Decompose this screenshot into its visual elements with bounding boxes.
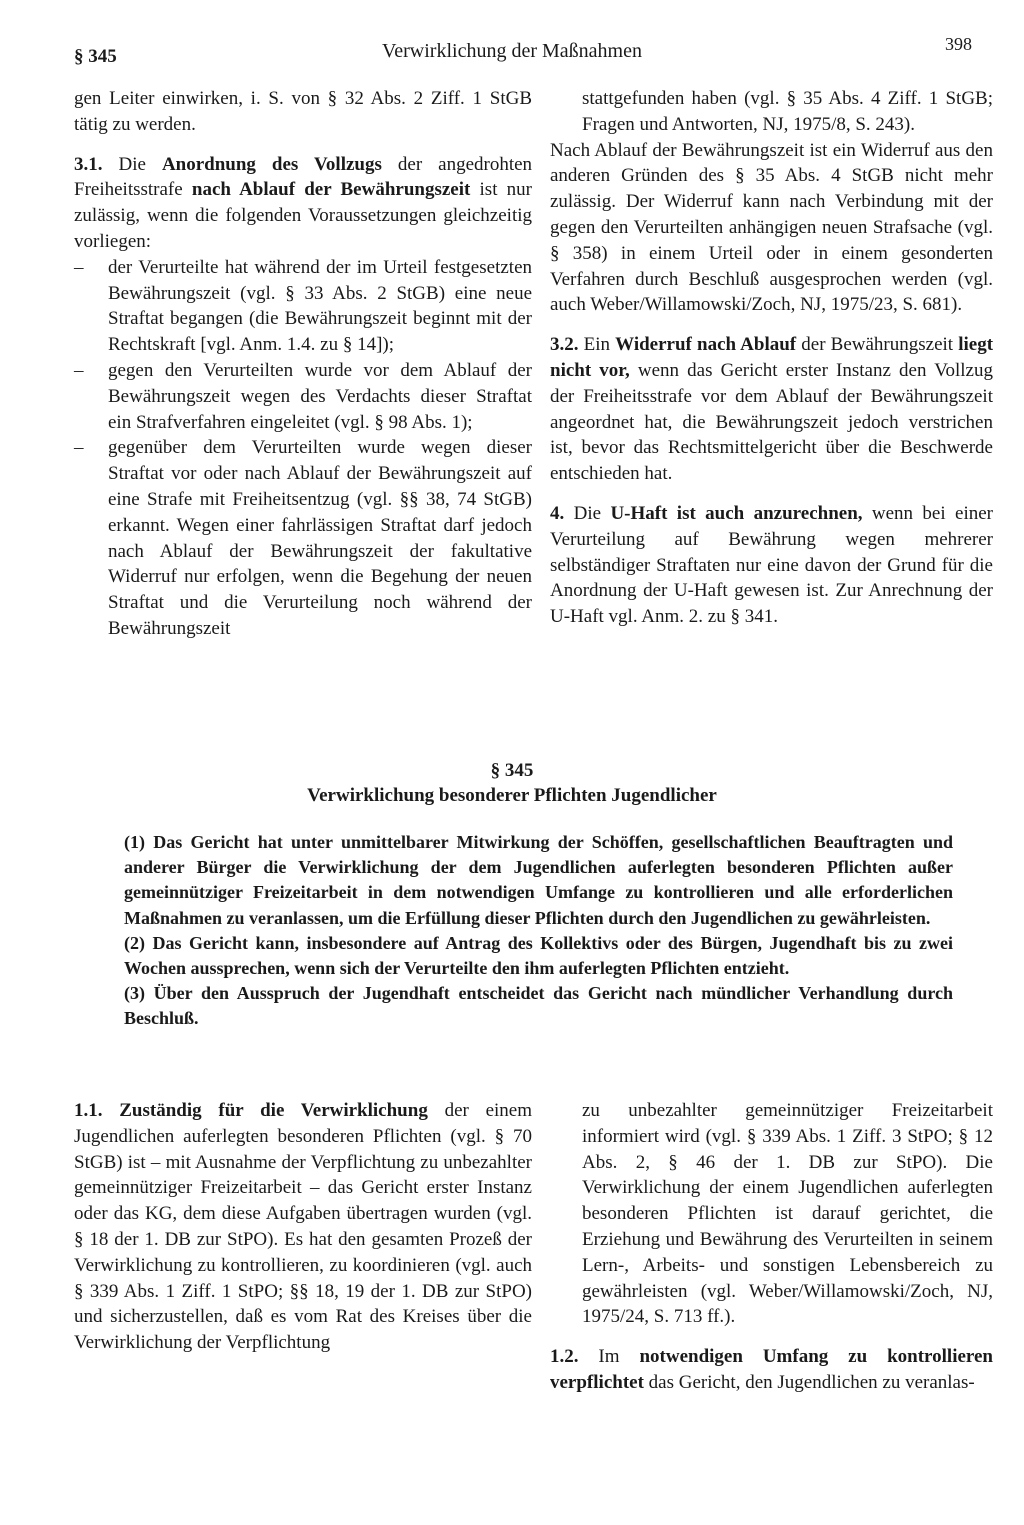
continuation-paragraph: zu unbezahlter gemeinnütziger Freizeitarbeit informiert wird (vgl. § 339 Abs. 1 Ziff. 3 StPO; § 12 Abs. 2, § 46 der 1. DB zur StPO). Die Verwirklichung der einem Jugendlichen auferlegten besonderen Pflichten ist darauf gerichtet, die Erziehung und Bewährung des Verurteilten in seinem Lern-, Arbeits- und sonstigen Lebensbereich zu gewährleisten (vgl. Weber/Willamowski/Zoch, NJ, 1975/24, S. 713 ff.).: [582, 1100, 993, 1328]
page-number: 398: [945, 34, 972, 54]
header-title: Verwirklichung der Maßnahmen: [382, 40, 642, 62]
list-dash: –: [74, 359, 84, 381]
list-item: – gegenüber dem Verurteilten wurde wegen dieser Straftat vor oder nach Ablauf der Bewährungszeit auf eine Strafe mit Freiheitsentzug (vgl. §§ 38, 74 StGB) erkannt. Wegen einer fahrlässigen Straftat darf jedoch nach Ablauf der Bewährungszeit der fakultative Widerruf nur erfolgen, wenn die Begehung der neuen Straftat und die Verurteilung noch während der Bewährungszeit: [74, 435, 532, 641]
continuation-paragraph: stattgefunden haben (vgl. § 35 Abs. 4 Ziff. 1 StGB; Fragen und Antworten, NJ, 1975/8, S. 243).: [582, 88, 993, 135]
list-dash: –: [74, 256, 84, 278]
list-item: – gegen den Verurteilten wurde vor dem Ablauf der Bewährungszeit wegen des Verdachts dieser Straftat ein Strafverfahren eingeleitet (vgl. § 98 Abs. 1);: [74, 358, 532, 435]
section-title: Verwirklichung besonderer Pflichten Jugendlicher: [307, 785, 717, 806]
law-paragraph-3: (3) Über den Ausspruch der Jugendhaft entscheidet das Gericht nach mündlicher Verhandlung durch Beschluß.: [124, 983, 953, 1029]
paragraph-number: 1.2.: [550, 1346, 579, 1368]
paragraph-number: 1.1.: [74, 1100, 103, 1121]
paragraph-number: 3.2.: [550, 334, 579, 356]
paragraph: Nach Ablauf der Bewährungszeit ist ein Widerruf aus den anderen Gründen des § 35 Abs. 4 StGB nicht mehr zulässig. Der Widerruf kann nach Verbindung mit der gegen den Verurteilten anhängigen neuen Strafsache (vgl. § 358) in einem Urteil oder in einem gesonderten Verfahren durch Beschluß ausgesprochen werden (vgl. auch Weber/Willamowski/Zoch, NJ, 1975/23, S. 681).: [550, 139, 993, 316]
law-text: [124, 830, 953, 1032]
top-left-column: [74, 86, 532, 642]
top-right-column: [550, 86, 993, 630]
header-section-number: § 345: [74, 46, 117, 67]
paragraph-1-1: 1.1. Zuständig für die Verwirklichung der einem Jugendlichen auferlegten besonderen Pflichten (vgl. § 70 StGB) ist – mit Ausnahme der Verpflichtung zu unbezahlter gemeinnütziger Freizeitarbeit – das Gericht erster Instanz oder das KG, dem diese Aufgaben übertragen wurden (vgl. § 18 der 1. DB zur StPO). Es hat den gesamten Prozeß der Verwirklichung zu kontrollieren, zu koordinieren (vgl. auch § 339 Abs. 1 Ziff. 1 StPO; §§ 18, 19 der 1. DB zur StPO) und sicherzustellen, daß es vom Rat des Kreises über die Verwirklichung der Verpflichtung: [74, 1100, 533, 1354]
section-number: § 345: [490, 760, 534, 781]
paragraph-4: 4. Die U-Haft ist auch anzurechnen, wenn bei einer Verurteilung auf Bewährung wegen mehrerer selbständiger Straftaten nur eine davon der Grund für die Anordnung der U-Haft gewesen ist. Zur Anrechnung der U-Haft vgl. Anm. 2. zu § 341.: [550, 502, 993, 628]
paragraph-number: 4.: [550, 502, 565, 524]
paragraph-1-2: 1.2. Im notwendigen Umfang zu kontrollieren verpflichtet das Gericht, den Jugendlichen zu veranlas-: [550, 1346, 994, 1393]
law-paragraph-2: (2) Das Gericht kann, insbesondere auf Antrag des Kollektivs oder des Bürgen, Jugendhaft bis zu zwei Wochen aussprechen, wenn sich der Verurteilte den ihm auferlegten Pflichten entzieht.: [124, 932, 953, 979]
paragraph-number: 3.1.: [74, 153, 103, 175]
law-paragraph-1: (1) Das Gericht hat unter unmittelbarer Mitwirkung der Schöffen, gesellschaftlichen Beauftragten und anderer Bürger die Verwirklichung der dem Jugendlichen auferlegten besonderen Pflichten außer gemeinnütziger Freizeitarbeit in dem notwendigen Umfange zu kontrollieren und alle erforderlichen Maßnahmen zu veranlassen, um die Erfüllung dieser Pflichten durch den Jugendlichen zu gewährleisten.: [124, 832, 953, 928]
list-item: – der Verurteilte hat während der im Urteil festgesetzten Bewährungszeit (vgl. § 33 Abs. 2 StGB) eine neue Straftat begangen (die Bewährungszeit beginnt mit der Rechtskraft [vgl. Anm. 1.4. zu § 14]);: [74, 255, 532, 358]
list-dash: –: [74, 437, 84, 459]
bottom-right-column: [550, 1098, 993, 1396]
paragraph-3-1: 3.1. Die Anordnung des Vollzugs der angedrohten Freiheitsstrafe nach Ablauf der Bewährungszeit ist nur zulässig, wenn die folgenden Voraussetzungen gleichzeitig vorliegen:: [74, 153, 533, 252]
bottom-left-column: [74, 1098, 532, 1356]
paragraph-3-2: 3.2. Ein Widerruf nach Ablauf der Bewährungszeit liegt nicht vor, wenn das Gericht erster Instanz den Vollzug der Freiheitsstrafe vor dem Ablauf der Bewährungszeit angeordnet hat, die Bewährungszeit jedoch verstrichen ist, bevor das Rechtsmittelgericht über die Beschwerde entschieden hat.: [550, 334, 994, 485]
continuation-paragraph: gen Leiter einwirken, i. S. von § 32 Abs. 2 Ziff. 1 StGB tätig zu werden.: [74, 88, 532, 135]
